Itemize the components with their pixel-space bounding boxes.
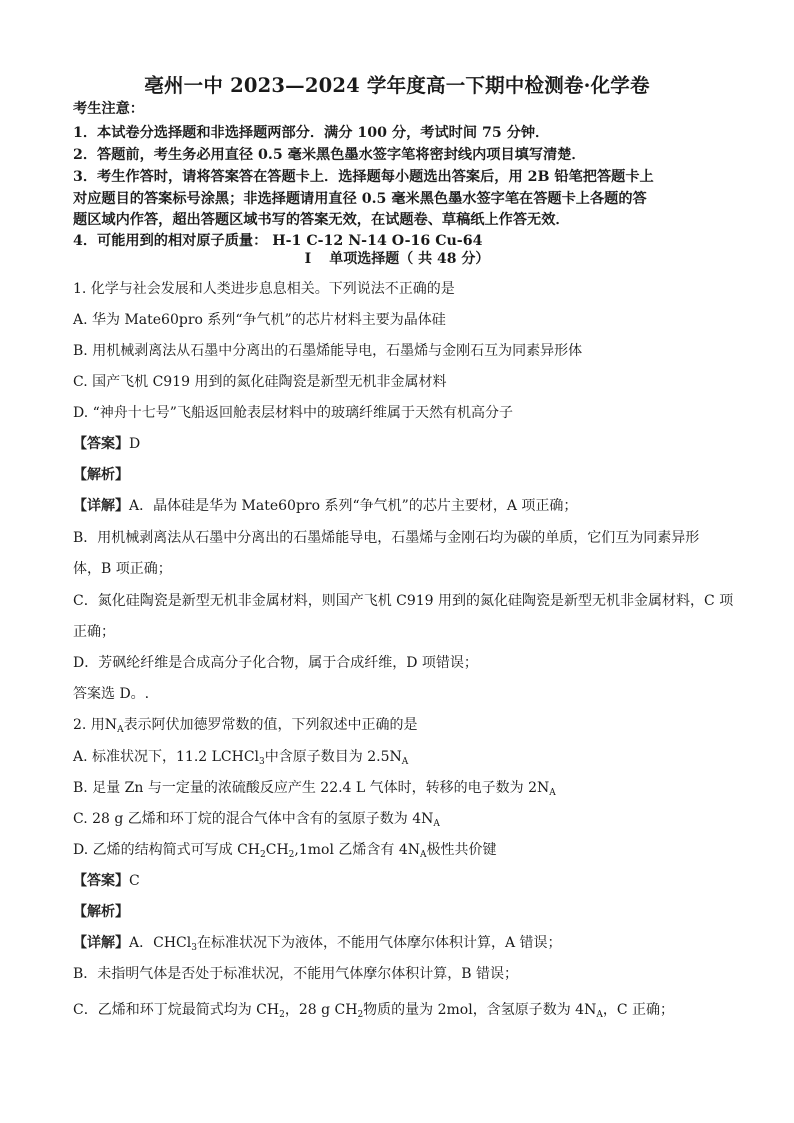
- answer-value: D: [129, 436, 141, 452]
- detail-line: 答案选 D。.: [73, 686, 150, 702]
- detail-label: 【详解】: [73, 935, 129, 951]
- subscript: A: [596, 1010, 603, 1020]
- question-1-option-a: A. 华为 Mate60pro 系列“争气机”的芯片材料主要为晶体硅: [73, 312, 446, 328]
- question-1-answer: [73, 435, 140, 453]
- subscript: 2: [260, 850, 266, 860]
- detail-line: B．用机械剥离法从石墨中分离出的石墨烯能导电，石墨烯与金刚石均为碳的单质，它们互为同素异形: [73, 530, 700, 546]
- subscript: A: [401, 757, 409, 767]
- question-2-option-c: [73, 810, 440, 828]
- detail-label: 【详解】: [73, 498, 129, 514]
- stem-text: 2. 用N: [73, 717, 118, 733]
- question-2-option-d: [73, 841, 497, 859]
- subscript: A: [420, 850, 427, 860]
- option-text: 中含原子数目为 2.5N: [264, 749, 402, 765]
- detail-text: 在标准状况下为液体，不能用气体摩尔体积计算，A 错误；: [196, 935, 562, 951]
- section-number: I: [304, 251, 312, 267]
- subscript: A: [433, 819, 440, 829]
- subscript: A: [549, 788, 556, 798]
- subscript: 2: [357, 1010, 364, 1020]
- option-text: CH: [265, 842, 289, 858]
- question-2-detail-c: [73, 1001, 674, 1019]
- detail-text: ，C 正确；: [602, 1002, 674, 1018]
- notice-item: 2．答题前，考生务必用直径 0.5 毫米黑色墨水签字笔将密封线内项目填写清楚．: [73, 147, 586, 163]
- notice-item: 题区域内作答，超出答题区域书写的答案无效，在试题卷、草稿纸上作答无效．: [73, 212, 570, 228]
- subscript: 3: [191, 943, 197, 953]
- answer-label: 【答案】: [73, 873, 129, 889]
- answer-label: 【答案】: [73, 436, 129, 452]
- option-text: D. 乙烯的结构简式可写成 CH: [73, 842, 260, 858]
- notice-item: 对应题目的答案标号涂黑；非选择题请用直径 0.5 毫米黑色墨水签字笔在答题卡上各题的答: [73, 191, 647, 207]
- subscript: 2: [288, 850, 295, 860]
- notice-item: 3．考生作答时，请将答案答在答题卡上．选择题每小题选出答案后，用 2B 铅笔把答题卡上: [73, 169, 654, 185]
- subscript: 2: [279, 1010, 285, 1020]
- detail-text: C．乙烯和环丁烷最简式均为 CH: [73, 1002, 280, 1018]
- question-2-option-a: [73, 748, 408, 766]
- question-2-option-b: [73, 779, 556, 797]
- option-text: A. 标准状况下，11.2 LCHCl: [73, 749, 260, 765]
- question-1-option-c: C. 国产飞机 C919 用到的氮化硅陶瓷是新型无机非金属材料: [73, 374, 447, 390]
- detail-line: C．氮化硅陶瓷是新型无机非金属材料，则国产飞机 C919 用到的氮化硅陶瓷是新型无机非金属材料，C 项: [73, 593, 734, 609]
- subscript: 3: [259, 757, 265, 767]
- answer-value: C: [129, 873, 140, 889]
- detail-text: A．CHCl: [129, 935, 192, 951]
- option-text: C. 28 g 乙烯和环丁烷的混合气体中含有的氢原子数为 4N: [73, 811, 434, 827]
- detail-line: 体，B 项正确；: [73, 561, 172, 577]
- option-text: 极性共价键: [426, 842, 497, 858]
- question-2-stem: [73, 716, 418, 734]
- question-2-detail-b: B．未指明气体是否处于标准状况，不能用气体摩尔体积计算，B 错误；: [73, 966, 519, 982]
- question-1-detail: [73, 497, 577, 515]
- stem-text: 表示阿伏加德罗常数的值，下列叙述中正确的是: [123, 717, 418, 733]
- subscript: A: [117, 725, 124, 735]
- exam-title: 亳州一中 2023—2024 学年度高一下期中检测卷·化学卷: [144, 74, 650, 97]
- notice-item: 1．本试卷分选择题和非选择题两部分．满分 100 分，考试时间 75 分钟．: [73, 125, 550, 141]
- analysis-label: 【解析】: [73, 467, 129, 483]
- section-label: 单项选择题（ 共 48 分）: [329, 251, 490, 267]
- detail-line: D．芳砜纶纤维是合成高分子化合物，属于合成纤维，D 项错误；: [73, 655, 478, 671]
- detail-text: A．晶体硅是华为 Mate60pro 系列“争气机”的芯片主要材，A 项正确；: [129, 498, 578, 514]
- detail-line: 正确；: [73, 624, 115, 640]
- notice-item: 4．可能用到的相对原子质量： H-1 C-12 N-14 O-16 Cu-64: [73, 233, 483, 249]
- analysis-label: 【解析】: [73, 904, 129, 920]
- question-1-stem: 1. 化学与社会发展和人类进步息息相关。下列说法不正确的是: [73, 281, 455, 297]
- question-2-answer: [73, 872, 140, 890]
- option-text: ,1mol 乙烯含有 4N: [294, 842, 420, 858]
- detail-text: ，28 g CH: [284, 1002, 358, 1018]
- question-2-detail-a: [73, 934, 562, 952]
- question-1-option-b: B. 用机械剥离法从石墨中分离出的石墨烯能导电，石墨烯与金刚石互为同素异形体: [73, 343, 583, 359]
- question-1-option-d: D. “神舟十七号”飞船返回舱表层材料中的玻璃纤维属于天然有机高分子: [73, 405, 513, 421]
- detail-text: 物质的量为 2mol，含氢原子数为 4N: [363, 1002, 597, 1018]
- option-text: B. 足量 Zn 与一定量的浓硫酸反应产生 22.4 L 气体时，转移的电子数为 2N: [73, 780, 550, 796]
- section-heading: [0, 248, 794, 268]
- notice-heading: 考生注意：: [73, 101, 144, 117]
